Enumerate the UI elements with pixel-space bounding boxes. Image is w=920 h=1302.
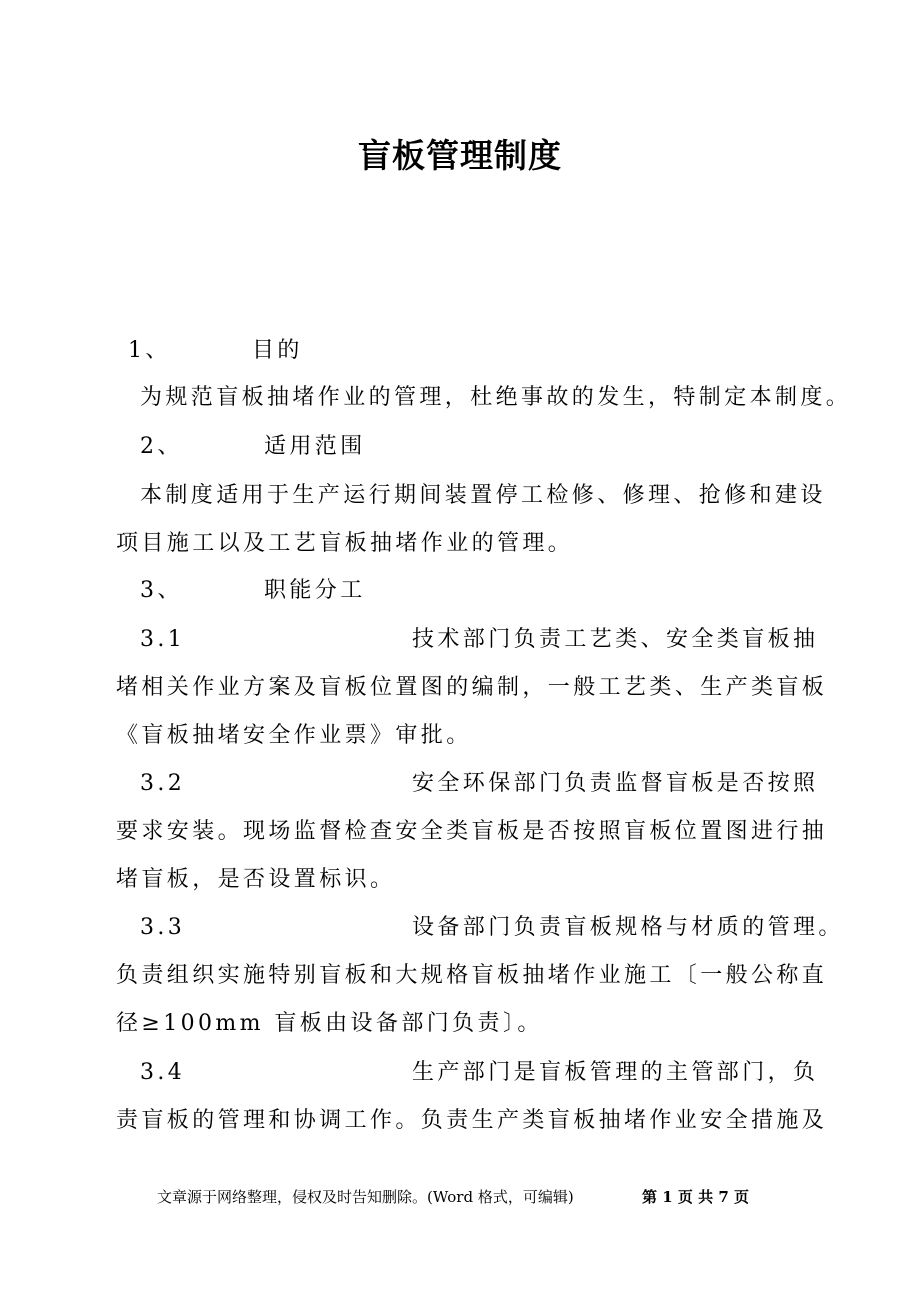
subsection-3-4-line: 生产部门是盲板管理的主管部门，负 <box>412 1060 819 1085</box>
section-2-text-line: 本制度适用于生产运行期间装置停工检修、修理、抢修和建设 <box>140 483 826 508</box>
subsection-3-3-line: 负责组织实施特别盲板和大规格盲板抽堵作业施工〔一般公称直 <box>116 963 828 988</box>
subsection-3-2-line: 要求安装。现场监督检查安全类盲板是否按照盲板位置图进行抽 <box>116 819 828 844</box>
subsection-3-1-line: 技术部门负责工艺类、安全类盲板抽 <box>412 627 819 652</box>
subsection-3-1-line: 《盲板抽堵安全作业票》审批。 <box>116 723 472 748</box>
footer-note: 文章源于网络整理，侵权及时告知删除。(Word 格式，可编辑) <box>157 1188 574 1206</box>
section-3-number: 3、 <box>140 578 183 603</box>
subsection-3-4-number: 3.4 <box>140 1060 186 1085</box>
subsection-3-3-number: 3.3 <box>140 915 186 940</box>
section-2-heading: 适用范围 <box>264 434 366 459</box>
subsection-3-3-line: 径≥100mm 盲板由设备部门负责〕。 <box>116 1011 543 1036</box>
section-1-text: 为规范盲板抽堵作业的管理，杜绝事故的发生，特制定本制度。 <box>140 385 852 410</box>
section-1-number: 1、 <box>128 338 171 363</box>
section-1-heading: 目的 <box>252 338 303 363</box>
subsection-3-1-number: 3.1 <box>140 627 186 652</box>
section-2-number: 2、 <box>140 434 183 459</box>
section-3-heading: 职能分工 <box>264 578 366 603</box>
document-title: 盲板管理制度 <box>358 136 562 175</box>
subsection-3-4-line: 责盲板的管理和协调工作。负责生产类盲板抽堵作业安全措施及 <box>116 1108 828 1133</box>
subsection-3-2-line: 堵盲板，是否设置标识。 <box>116 867 396 892</box>
subsection-3-2-line: 安全环保部门负责监督盲板是否按照 <box>412 771 819 796</box>
subsection-3-2-number: 3.2 <box>140 771 186 796</box>
section-2-text-line: 项目施工以及工艺盲板抽堵作业的管理。 <box>116 531 574 556</box>
subsection-3-3-line: 设备部门负责盲板规格与材质的管理。 <box>412 915 844 940</box>
page-number: 第 1 页 共 7 页 <box>642 1188 749 1206</box>
subsection-3-1-line: 堵相关作业方案及盲板位置图的编制，一般工艺类、生产类盲板 <box>116 675 828 700</box>
